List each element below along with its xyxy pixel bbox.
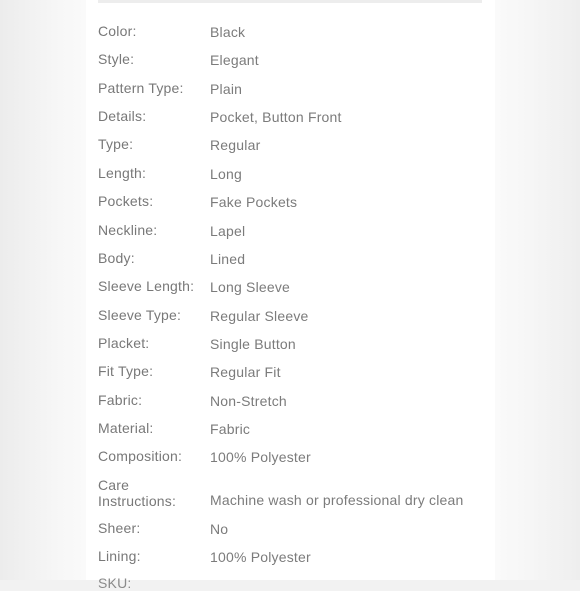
spec-value: Lined [210,251,246,267]
spec-value: Pocket, Button Front [210,109,342,125]
spec-label: Type: [98,136,134,152]
spec-label: Fabric: [98,392,143,408]
spec-value: 100% Polyester [210,449,311,465]
spec-value: Long [210,166,242,182]
spec-value: Fake Pockets [210,194,298,210]
spec-value: Regular Sleeve [210,308,309,324]
spec-label: Sleeve Type: [98,307,182,323]
product-specs-card [86,0,495,591]
spec-value: Machine wash or professional dry clean [210,492,464,508]
spec-label: Neckline: [98,222,158,238]
spec-label: Material: [98,420,154,436]
top-divider [98,0,482,3]
spec-value: Non-Stretch [210,393,287,409]
spec-value: Lapel [210,223,246,239]
spec-label: Details: [98,108,147,124]
spec-label: Sheer: [98,520,141,536]
spec-value: Regular Fit [210,364,281,380]
spec-label: Sleeve Length: [98,278,195,294]
spec-label: Pockets: [98,193,154,209]
spec-label: Composition: [98,448,183,464]
spec-label: Care Instructions: [98,477,177,509]
spec-label: Style: [98,51,135,67]
spec-label: Color: [98,23,137,39]
spec-value: Long Sleeve [210,279,291,295]
spec-label: Pattern Type: [98,80,184,96]
spec-value: Single Button [210,336,296,352]
spec-value: Regular [210,137,261,153]
spec-label: Body: [98,250,135,266]
spec-value: No [210,521,229,537]
spec-label: SKU: [98,575,132,591]
spec-value: Plain [210,81,243,97]
spec-value: Black [210,24,246,40]
spec-label: Fit Type: [98,363,154,379]
spec-label: Length: [98,165,147,181]
spec-label: Placket: [98,335,150,351]
spec-label: Lining: [98,548,141,564]
spec-value: Elegant [210,52,259,68]
spec-value: Fabric [210,421,251,437]
spec-value: 100% Polyester [210,549,311,565]
